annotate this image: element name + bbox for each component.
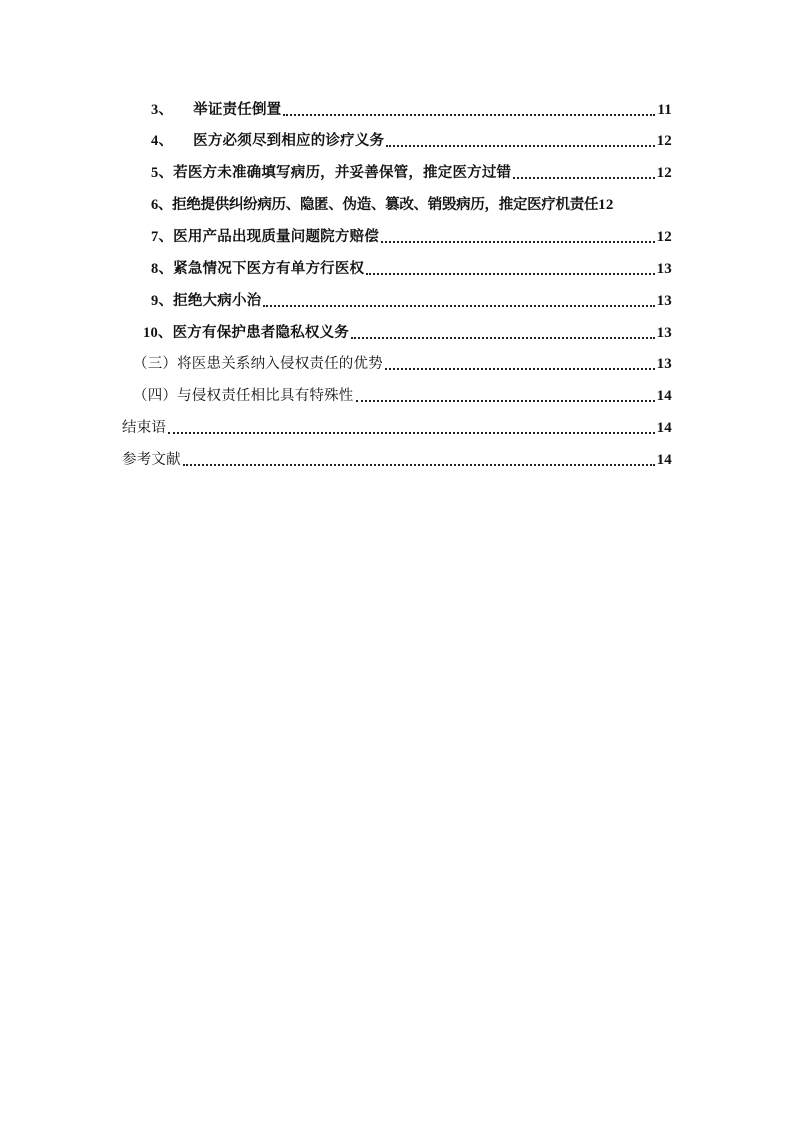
toc-page-number: 14 bbox=[656, 420, 672, 436]
toc-leader-dots bbox=[513, 177, 654, 179]
toc-entry-label bbox=[151, 161, 511, 185]
toc-entry-label bbox=[143, 321, 349, 345]
toc-entry-label bbox=[151, 193, 598, 217]
toc-entry-label bbox=[133, 352, 383, 376]
toc-page-number: 13 bbox=[656, 293, 672, 309]
toc-entry-title: 若医方未准确填写病历，并妥善保管，推定医方过错 bbox=[173, 164, 512, 181]
toc-entry-conclusion[interactable] bbox=[122, 416, 672, 440]
toc-entry-number: 8、 bbox=[151, 261, 174, 277]
toc-entry-label bbox=[151, 98, 281, 122]
toc-leader-dots bbox=[351, 337, 655, 339]
toc-leader-dots bbox=[356, 400, 655, 402]
toc-leader-dots bbox=[385, 368, 655, 370]
toc-entry-number: 6、 bbox=[151, 197, 173, 213]
toc-leader-dots bbox=[386, 145, 654, 147]
toc-page-number: 13 bbox=[656, 261, 672, 277]
toc-entry-title: 医方必须尽到相应的诊疗义务 bbox=[193, 132, 385, 149]
toc-entry-number: 3、 bbox=[151, 102, 174, 118]
toc-entry-number: 4、 bbox=[151, 133, 174, 149]
toc-entry-label bbox=[151, 225, 379, 249]
toc-entry-number: 9、 bbox=[151, 293, 174, 309]
toc-entry-number: 10、 bbox=[143, 325, 173, 341]
toc-entry-title: 参考文献 bbox=[122, 452, 181, 468]
toc-entry-title: 与侵权责任相比具有特殊性 bbox=[177, 388, 354, 404]
toc-entry-title: 医方有保护患者隐私权义务 bbox=[172, 324, 350, 341]
toc-leader-dots bbox=[183, 464, 655, 466]
toc-entry-section-3[interactable] bbox=[133, 352, 672, 376]
toc-entry-section-4[interactable] bbox=[133, 384, 672, 408]
toc-page-number: 12 bbox=[656, 133, 672, 149]
toc-entry-title: 拒绝提供纠纷病历、隐匿、伪造、篡改、销毁病历，推定医疗机责任 bbox=[172, 196, 599, 213]
toc-entry-5[interactable] bbox=[151, 161, 672, 185]
toc-entry-6[interactable] bbox=[151, 193, 672, 217]
toc-entry-title: 医用产品出现质量问题院方赔偿 bbox=[173, 228, 379, 245]
toc-entry-9[interactable] bbox=[151, 289, 672, 313]
toc-entry-title: 将医患关系纳入侵权责任的优势 bbox=[177, 356, 383, 372]
toc-entry-7[interactable] bbox=[151, 225, 672, 249]
toc-entry-number: 5、 bbox=[151, 165, 174, 181]
toc-entry-3[interactable] bbox=[151, 98, 672, 122]
toc-entry-label bbox=[133, 384, 354, 408]
toc-entry-label bbox=[122, 416, 166, 440]
toc-entry-label bbox=[151, 129, 384, 153]
toc-entry-number: （三） bbox=[133, 356, 178, 372]
toc-leader-dots bbox=[283, 114, 655, 116]
toc-page-number: 14 bbox=[656, 452, 672, 468]
toc-page-number: 14 bbox=[656, 388, 672, 404]
toc-page-number: 12 bbox=[656, 165, 672, 181]
toc-entry-number: 7、 bbox=[151, 229, 174, 245]
toc-leader-dots bbox=[366, 273, 654, 275]
toc-entry-label bbox=[122, 448, 181, 472]
toc-page-number: 12 bbox=[656, 229, 672, 245]
toc-entry-10[interactable] bbox=[143, 321, 672, 345]
toc-entry-title: 拒绝大病小治 bbox=[173, 292, 262, 309]
toc-entry-number: （四） bbox=[133, 388, 178, 404]
toc-entry-title: 举证责任倒置 bbox=[193, 101, 282, 118]
toc-page-number: 13 bbox=[656, 325, 672, 341]
toc-entry-label bbox=[151, 289, 261, 313]
toc-entry-title: 紧急情况下医方有单方行医权 bbox=[173, 260, 365, 277]
toc-entry-label bbox=[151, 257, 364, 281]
toc-leader-dots bbox=[263, 305, 654, 307]
toc-page-number: 12 bbox=[598, 197, 614, 213]
toc-entry-4[interactable] bbox=[151, 129, 672, 153]
toc-entry-title: 结束语 bbox=[122, 420, 167, 436]
toc-entry-8[interactable] bbox=[151, 257, 672, 281]
toc-page-number: 11 bbox=[657, 102, 672, 118]
toc-leader-dots bbox=[168, 432, 654, 434]
toc-entry-references[interactable] bbox=[122, 448, 672, 472]
toc-page-number: 13 bbox=[656, 356, 672, 372]
toc-leader-dots bbox=[381, 241, 655, 243]
